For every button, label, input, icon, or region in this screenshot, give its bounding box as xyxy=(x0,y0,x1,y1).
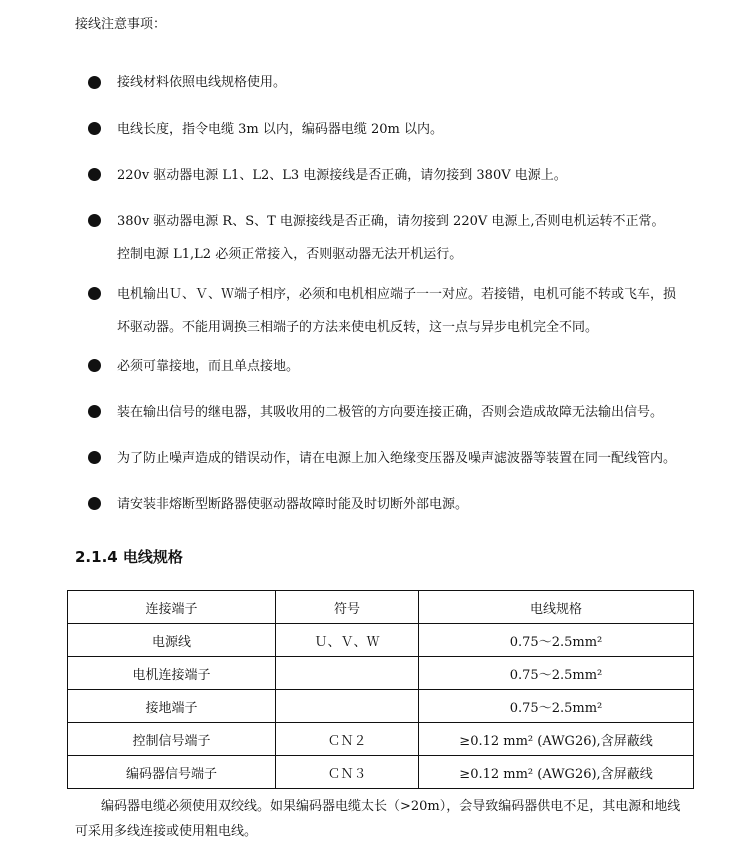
wire-spec-table xyxy=(67,590,694,789)
list-item-text: 控制电源 L1,L2 必须正常接入，否则驱动器无法开机运行。 xyxy=(117,247,463,262)
table-row xyxy=(68,756,694,789)
table-row xyxy=(68,723,694,756)
table-cell: 电源线 xyxy=(68,624,276,657)
bullet-dot-icon xyxy=(88,214,101,227)
table-cell: 编码器信号端子 xyxy=(68,756,276,789)
table-header-cell: 符号 xyxy=(276,591,419,624)
list-item-text: 380v 驱动器电源 R、S、T 电源接线是否正确，请勿接到 220V 电源上,否则电机运转不正常。 xyxy=(117,214,665,229)
table-cell xyxy=(276,690,419,723)
note-text: 可采用多线连接或使用粗电线。 xyxy=(75,824,258,839)
table-row xyxy=(68,690,694,723)
table-cell xyxy=(276,657,419,690)
note-text: 编码器电缆必须使用双绞线。如果编码器电缆太长（>20m），会导致编码器供电不足，其电源和地线 xyxy=(101,799,681,814)
list-item-text: 接线材料依照电线规格使用。 xyxy=(117,75,287,90)
bullet-dot-icon xyxy=(88,287,101,300)
section-heading: 2.1.4 电线规格 xyxy=(75,548,183,566)
bullet-dot-icon xyxy=(88,168,101,181)
list-item-text: 220v 驱动器电源 L1、L2、L3 电源接线是否正确，请勿接到 380V 电源上。 xyxy=(117,168,567,183)
table-cell: ＣＮ２ xyxy=(276,723,419,756)
bullet-dot-icon xyxy=(88,76,101,89)
table-row xyxy=(68,624,694,657)
list-item-text: 电机输出Ｕ、Ｖ、Ｗ端子相序，必须和电机相应端子一一对应。若接错，电机可能不转或飞车，损 xyxy=(117,287,677,302)
bullet-dot-icon xyxy=(88,497,101,510)
table-cell: ＣＮ３ xyxy=(276,756,419,789)
table-cell: 0.75～2.5mm² xyxy=(419,624,694,657)
list-item-text: 装在输出信号的继电器，其吸收用的二极管的方向要连接正确，否则会造成故障无法输出信号。 xyxy=(117,405,664,420)
table-cell: ≥0.12 mm² (AWG26),含屏蔽线 xyxy=(419,723,694,756)
table-cell: Ｕ、Ｖ、Ｗ xyxy=(276,624,419,657)
intro-text: 接线注意事项： xyxy=(75,17,167,32)
list-item-text: 电线长度，指令电缆 3m 以内，编码器电缆 20m 以内。 xyxy=(117,122,443,137)
table-cell: 0.75～2.5mm² xyxy=(419,657,694,690)
list-item-text: 请安装非熔断型断路器使驱动器故障时能及时切断外部电源。 xyxy=(117,497,469,512)
table-header-cell: 连接端子 xyxy=(68,591,276,624)
table-row xyxy=(68,657,694,690)
table-cell: 控制信号端子 xyxy=(68,723,276,756)
table-cell: 接地端子 xyxy=(68,690,276,723)
list-item-text: 为了防止噪声造成的错误动作，请在电源上加入绝缘变压器及噪声滤波器等装置在同一配线管内。 xyxy=(117,451,677,466)
table-header-row xyxy=(68,591,694,624)
bullet-dot-icon xyxy=(88,122,101,135)
list-item-text: 坏驱动器。不能用调换三相端子的方法来使电机反转，这一点与异步电机完全不同。 xyxy=(117,320,599,335)
bullet-dot-icon xyxy=(88,451,101,464)
table-cell: ≥0.12 mm² (AWG26),含屏蔽线 xyxy=(419,756,694,789)
bullet-dot-icon xyxy=(88,359,101,372)
list-item-text: 必须可靠接地，而且单点接地。 xyxy=(117,359,300,374)
table-cell: 0.75～2.5mm² xyxy=(419,690,694,723)
table-cell: 电机连接端子 xyxy=(68,657,276,690)
bullet-dot-icon xyxy=(88,405,101,418)
table-header-cell: 电线规格 xyxy=(419,591,694,624)
